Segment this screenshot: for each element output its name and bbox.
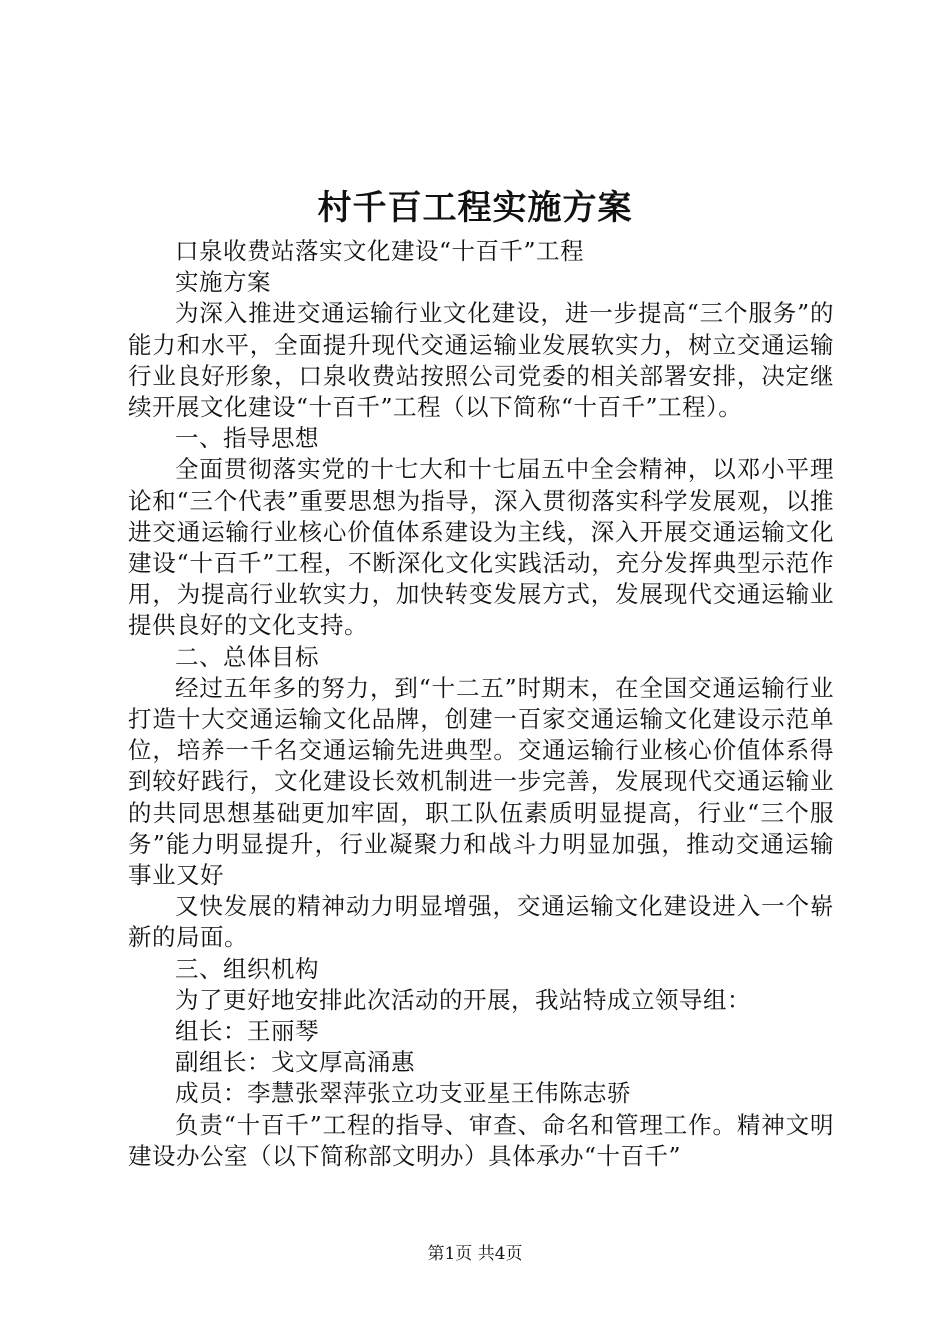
paragraph-responsibilities: 负责“十百千”工程的指导、审查、命名和管理工作。精神文明建设办公室（以下简称部文明办）具体承办“十百千” <box>128 1110 834 1170</box>
paragraph-subtitle-line2: 实施方案 <box>175 268 271 297</box>
paragraph-overall-goal-continued: 又快发展的精神动力明显增强，交通运输文化建设进入一个崭新的局面。 <box>128 892 834 952</box>
paragraph-intro: 为深入推进交通运输行业文化建设，进一步提高“三个服务”的能力和水平，全面提升现代交通运输业发展软实力，树立交通运输行业良好形象，口泉收费站按照公司党委的相关部署安排，决定继续开展文化建设“十百千”工程（以下简称“十百千”工程）。 <box>128 299 834 422</box>
document-body <box>128 236 834 1172</box>
paragraph-guiding-ideology: 全面贯彻落实党的十七大和十七届五中全会精神，以邓小平理论和“三个代表”重要思想为指导，深入贯彻落实科学发展观，以推进交通运输行业核心价值体系建设为主线，深入开展交通运输文化建设“十百千”工程，不断深化文化实践活动，充分发挥典型示范作用，为提高行业软实力，加快转变发展方式，发展现代交通运输业提供良好的文化支持。 <box>128 455 834 640</box>
section-heading-overall-goal: 二、总体目标 <box>175 642 319 671</box>
paragraph-team-leader: 组长：王丽琴 <box>175 1017 319 1046</box>
section-heading-guiding-ideology: 一、指导思想 <box>175 424 319 453</box>
document-title: 村千百工程实施方案 <box>317 188 633 228</box>
paragraph-organization-intro: 为了更好地安排此次活动的开展，我站特成立领导组： <box>175 985 751 1014</box>
paragraph-overall-goal: 经过五年多的努力，到“十二五”时期末，在全国交通运输行业打造十大交通运输文化品牌，创建一百家交通运输文化建设示范单位，培养一千名交通运输先进典型。交通运输行业核心价值体系得到较好践行，文化建设长效机制进一步完善，发展现代交通运输业的共同思想基础更加牢固，职工队伍素质明显提高，行业“三个服务”能力明显提升，行业凝聚力和战斗力明显加强，推动交通运输事业又好 <box>128 673 834 890</box>
paragraph-subtitle-line1: 口泉收费站落实文化建设“十百千”工程 <box>175 237 585 265</box>
paragraph-members: 成员：李慧张翠萍张立功支亚星王伟陈志骄 <box>175 1079 631 1108</box>
page-number: 第1页 共4页 <box>427 1244 523 1264</box>
paragraph-deputy-leader: 副组长：戈文厚高涌惠 <box>175 1048 415 1077</box>
section-heading-organization: 三、组织机构 <box>175 954 319 983</box>
